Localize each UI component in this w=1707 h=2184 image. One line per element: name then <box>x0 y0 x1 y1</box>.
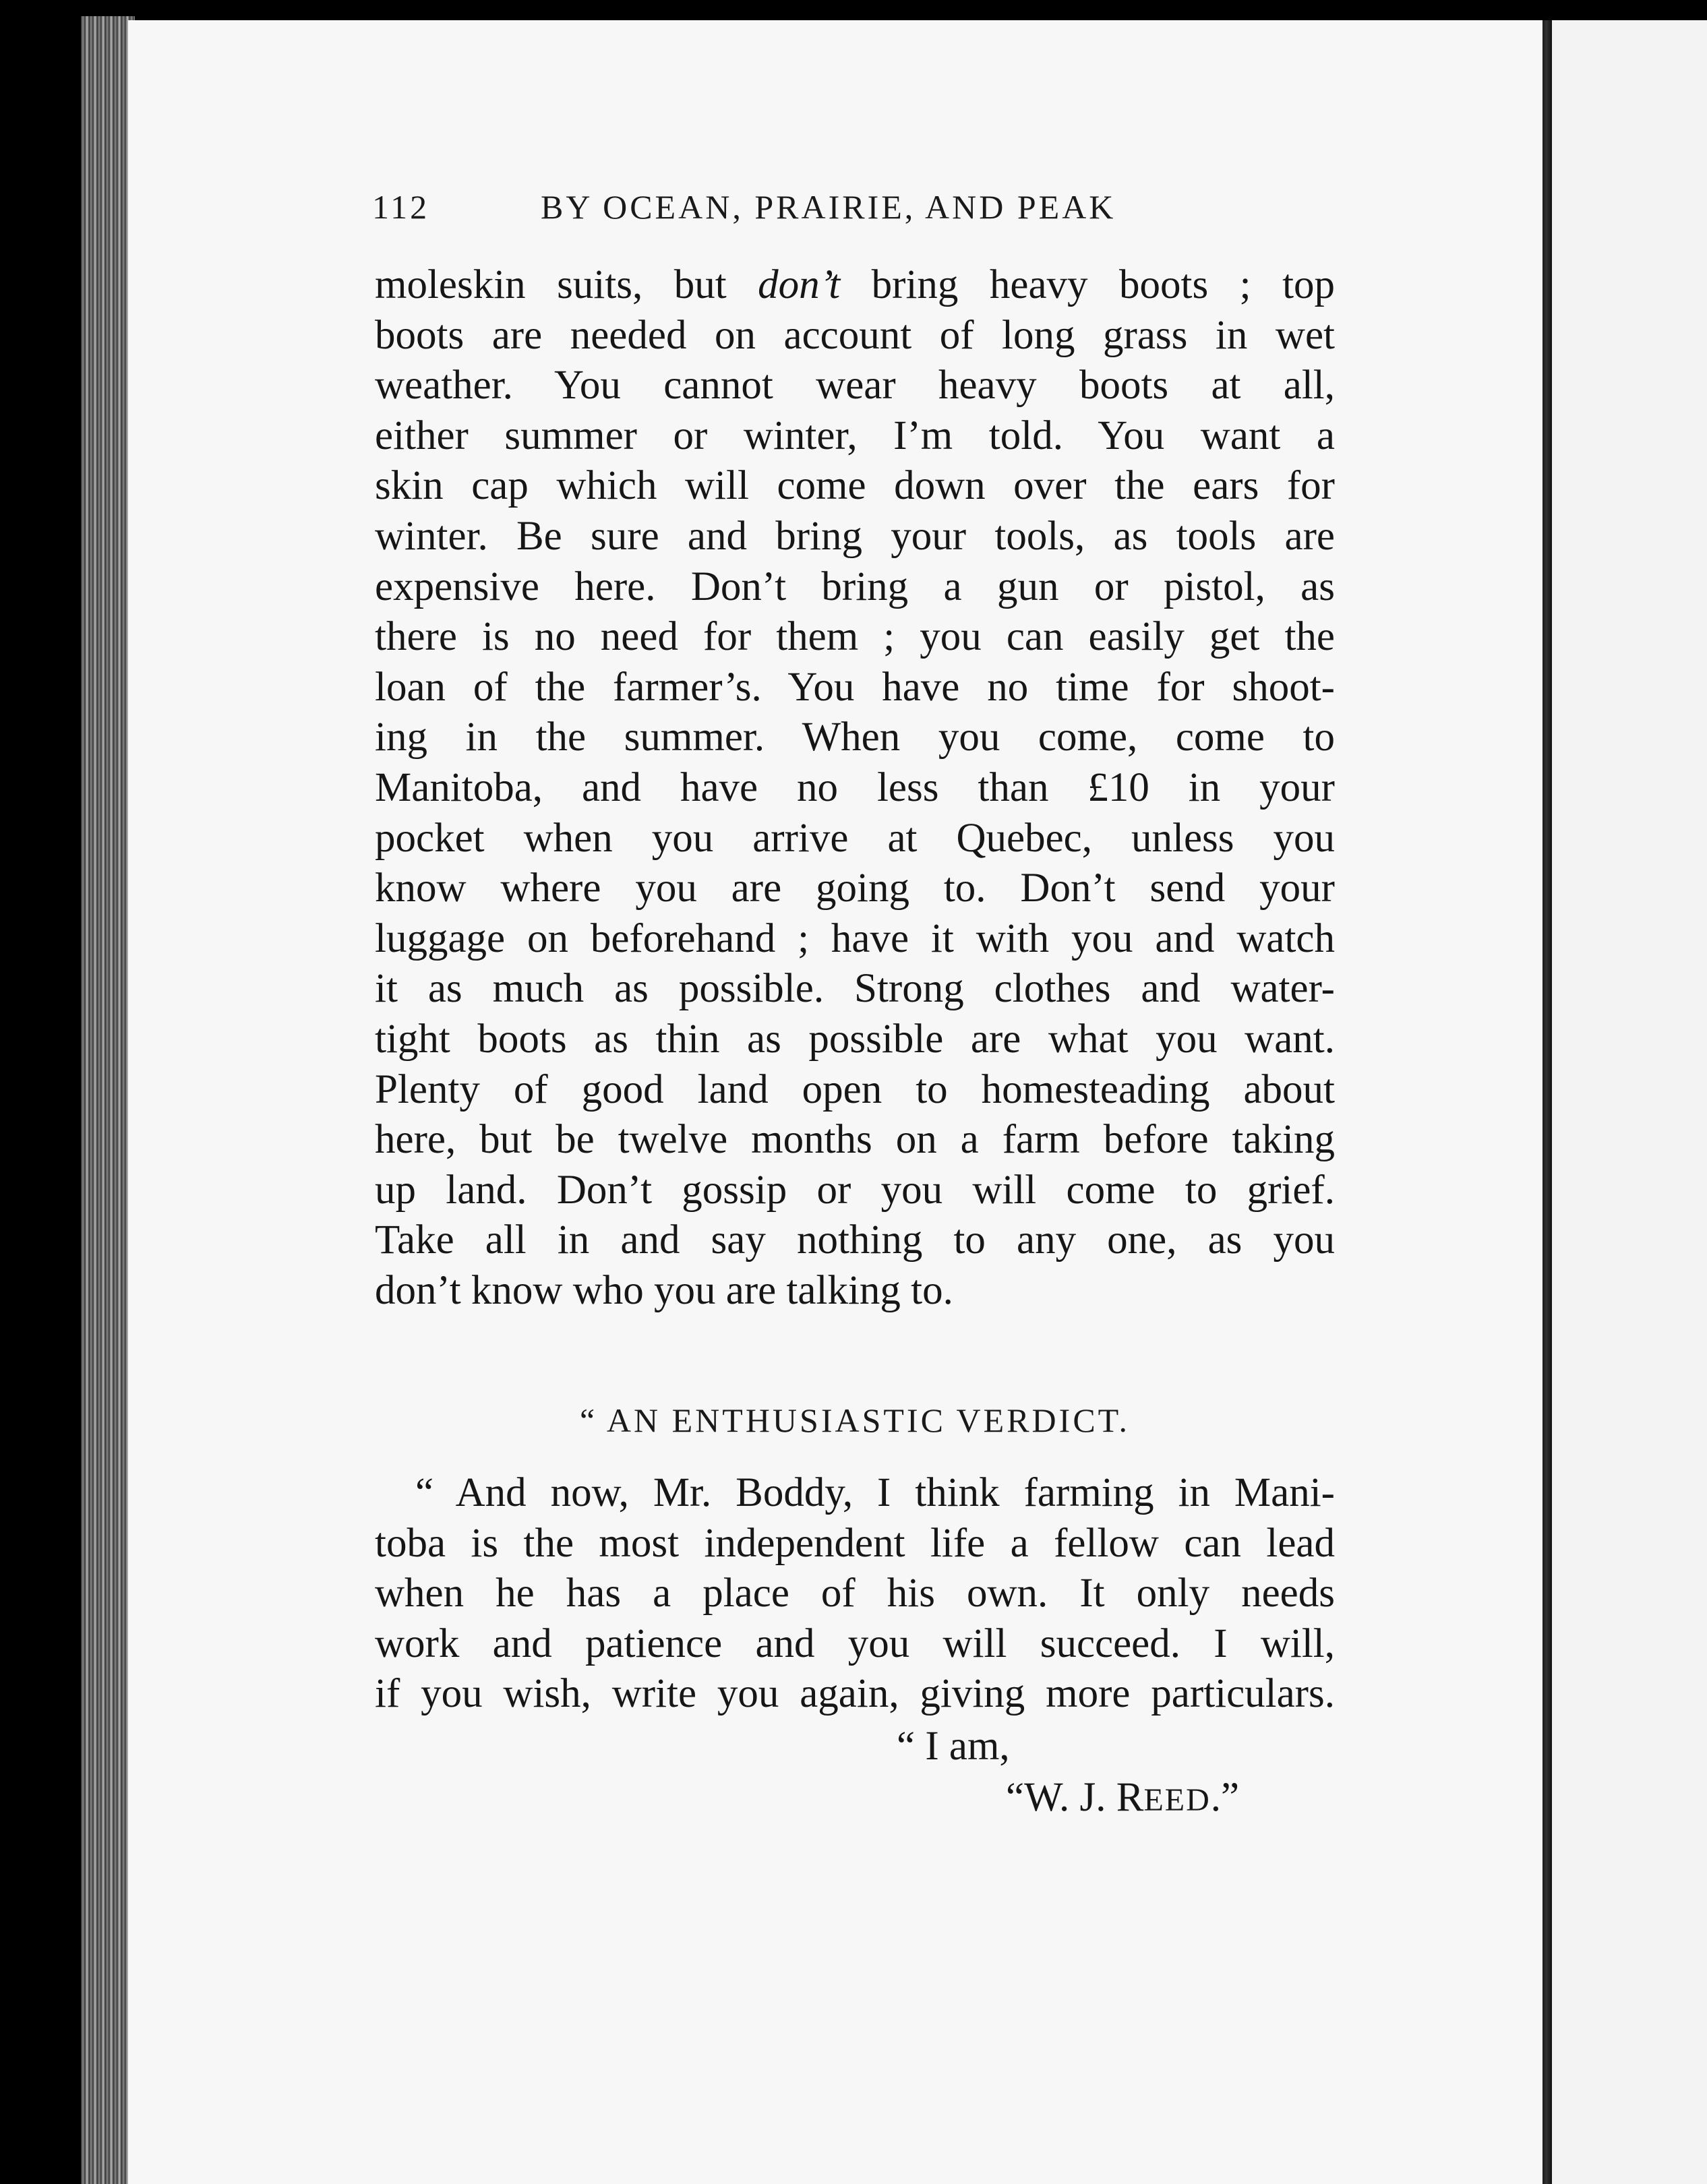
text-line: know where you are going to. Don’t send your <box>375 866 1335 911</box>
text-line: work and patience and you will succeed. I will, <box>375 1620 1335 1666</box>
text-line: when he has a place of his own. It only needs <box>375 1571 1335 1616</box>
italic-word: don’t <box>758 262 841 307</box>
text-line: moleskin suits, but don’t bring heavy boots ; top <box>375 262 1336 307</box>
text-line: luggage on beforehand ; have it with you and watch <box>375 915 1335 961</box>
text-line: Manitoba, and have no less than £10 in your <box>375 764 1335 810</box>
text-line: ing in the summer. When you come, come to <box>375 715 1335 760</box>
page-edges <box>81 16 135 2184</box>
running-head <box>372 187 1165 228</box>
text-line: either summer or winter, I’m told. You want a <box>375 413 1335 458</box>
text-line: there is no need for them ; you can easily get the <box>375 614 1335 660</box>
text-line: “ And now, Mr. Boddy, I think farming in Mani- <box>415 1470 1335 1515</box>
closing-line: “ I am, <box>897 1724 1010 1769</box>
gutter-shadow <box>1543 20 1552 2184</box>
text-line: if you wish, write you again, giving more particulars. <box>375 1671 1335 1717</box>
facing-page-edge <box>1552 20 1707 2184</box>
text-line: skin cap which will come down over the ears for <box>375 463 1335 509</box>
text-line: Take all in and say nothing to any one, as you <box>375 1217 1335 1263</box>
text-line: winter. Be sure and bring your tools, as tools are <box>375 513 1335 559</box>
text-line: don’t know who you are talking to. <box>375 1267 953 1313</box>
page-number: 112 <box>372 188 430 226</box>
paragraph-1 <box>375 260 1335 1316</box>
text-line: weather. You cannot wear heavy boots at all, <box>375 363 1335 408</box>
text-line: up land. Don’t gossip or you will come to grief. <box>375 1167 1335 1213</box>
text-line: pocket when you arrive at Quebec, unless you <box>375 815 1335 861</box>
running-title: BY OCEAN, PRAIRIE, AND PEAK <box>541 188 1116 226</box>
text-line: loan of the farmer’s. You have no time for shoot- <box>375 664 1335 710</box>
signature-name: “W. J. REED.” <box>1006 1775 1240 1820</box>
section-heading: “ AN ENTHUSIASTIC VERDICT. <box>579 1401 1130 1439</box>
text-line: toba is the most independent life a fellow can lead <box>375 1520 1335 1566</box>
text-line: it as much as possible. Strong clothes and water- <box>375 966 1335 1012</box>
text-line: tight boots as thin as possible are what you want. <box>375 1016 1335 1062</box>
paragraph-2 <box>375 1468 1335 1720</box>
text-line: Plenty of good land open to homesteading about <box>375 1066 1335 1112</box>
text-line: here, but be twelve months on a farm before taking <box>375 1117 1335 1163</box>
text-line: boots are needed on account of long grass in wet <box>375 312 1335 358</box>
text-line: expensive here. Don’t bring a gun or pistol, as <box>375 564 1335 609</box>
